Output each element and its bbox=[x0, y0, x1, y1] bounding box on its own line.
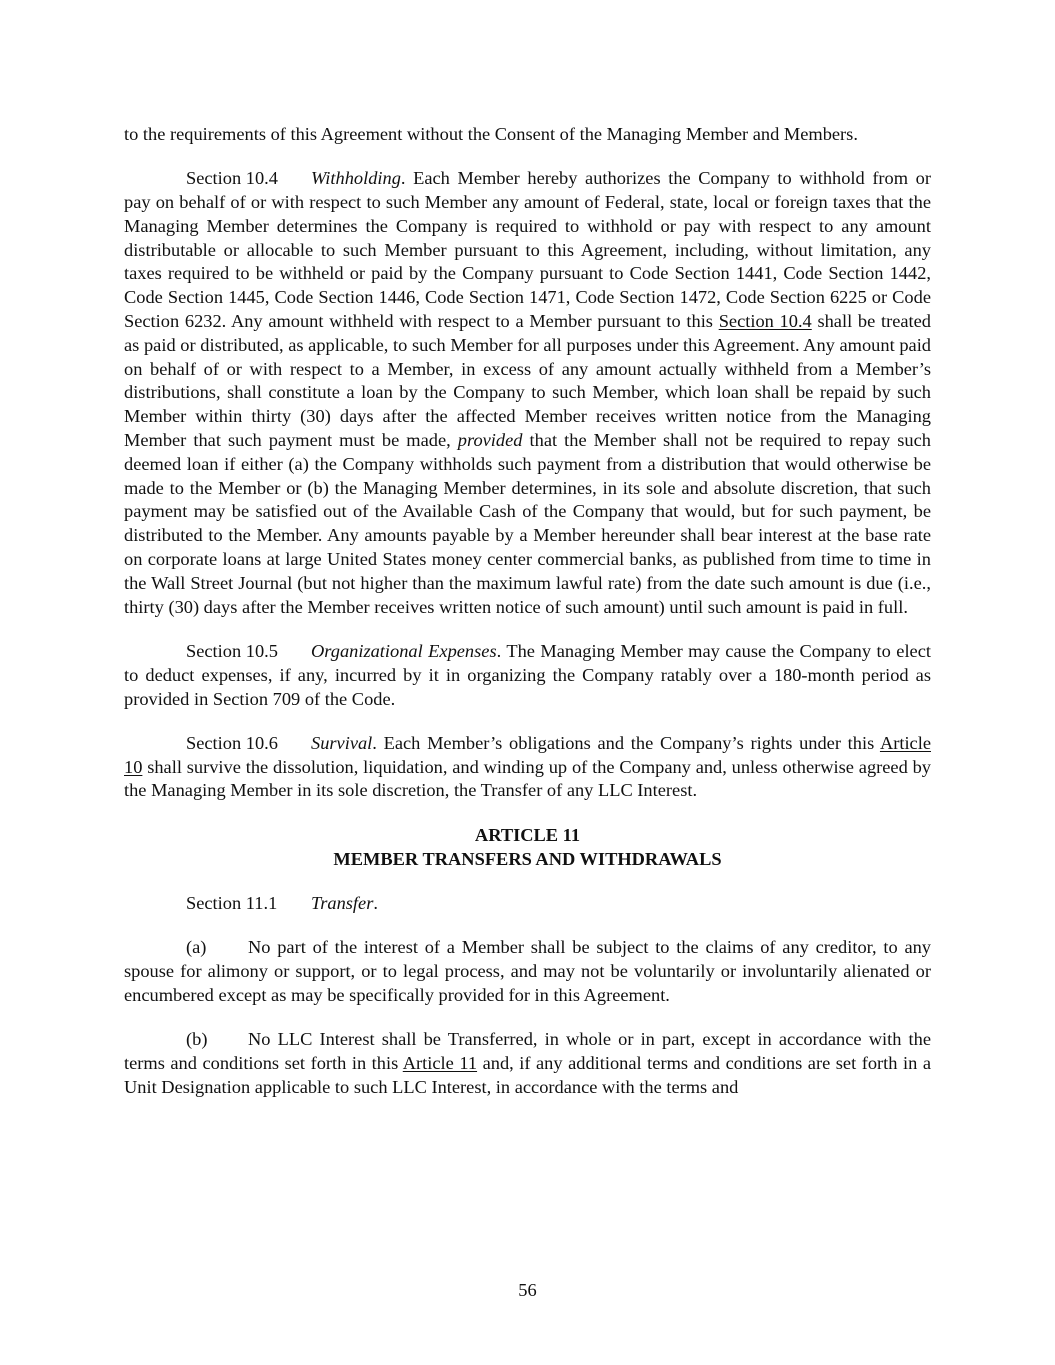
section-number: Section 10.6 bbox=[186, 732, 278, 753]
section-title: Withholding bbox=[311, 168, 401, 189]
section-11-1 bbox=[124, 892, 931, 916]
section-title-period: . bbox=[373, 892, 378, 913]
section-text: . Each Member’s obligations and the Company’s rights under this bbox=[372, 732, 880, 753]
paragraph-continuation bbox=[124, 123, 931, 147]
section-number: Section 10.5 bbox=[186, 640, 278, 661]
cross-reference-link[interactable]: Article 11 bbox=[402, 1052, 478, 1073]
section-number: Section 11.1 bbox=[186, 892, 278, 913]
section-10-5 bbox=[124, 640, 931, 711]
article-heading bbox=[124, 824, 931, 872]
subsection-11-1-a bbox=[124, 936, 931, 1007]
section-text: that the Member shall not be required to repay such deemed loan if either (a) the Company withholds such payment from a distribution that would otherwise be made to the Member or (b) the Managing Member determines, in its sole and absolute discretion, that such payment may be satisfied out of the Available Cash of the Company that would, but for such payment, be distributed to the Member. Any amounts payable by a Member hereunder shall bear interest at the base rate on corporate loans at large United States money center commercial banks, as published from time to time in the Wall Street Journal (but not higher than the maximum lawful rate) from the date such amount is due (i.e., thirty (30) days after the Member receives written notice of such amount) until such amount is paid in full. bbox=[124, 430, 931, 617]
section-title: Survival bbox=[311, 732, 373, 753]
emphasis-provided: provided bbox=[457, 430, 523, 451]
cross-reference-link[interactable]: Article 10 bbox=[124, 732, 931, 777]
subsection-label: (b) bbox=[186, 1029, 208, 1049]
continuation-text: to the requirements of this Agreement without the Consent of the Managing Member and Members. bbox=[124, 124, 858, 144]
section-text: . The Managing Member may cause the Company to elect to deduct expenses, if any, incurred by it in organizing the Company ratably over a 180-month period as provided in Section 709 of the Code. bbox=[124, 640, 931, 709]
section-text: shall survive the dissolution, liquidation, and winding up of the Company and, unless otherwise agreed by the Managing Member in its sole discretion, the Transfer of any LLC Interest. bbox=[124, 756, 931, 801]
cross-reference-link[interactable]: Section 10.4 bbox=[718, 311, 812, 332]
document-page bbox=[124, 123, 931, 1120]
section-10-6 bbox=[124, 732, 931, 803]
article-title: MEMBER TRANSFERS AND WITHDRAWALS bbox=[333, 848, 722, 869]
page-number: 56 bbox=[518, 1280, 537, 1300]
section-text: shall be treated as paid or distributed, as applicable, to such Member for all purposes under this Agreement. Any amount paid on behalf of or with respect to a Member, in excess of any amount actually withheld from a Member’s distributions, shall constitute a loan by the Company to such Member, which loan shall be repaid by such Member within thirty (30) days after the affected Member receives written notice from the Managing Member that such payment must be made, bbox=[124, 311, 931, 451]
section-text: . Each Member hereby authorizes the Company to withhold from or pay on behalf of or with respect to such Member any amount of Federal, state, local or foreign taxes that the Managing Member determines the Company is required to withhold or pay with respect to any amount distributable or allocable to such Member pursuant to this Agreement, including, without limitation, any taxes required to be withheld or paid by the Company pursuant to Code Section 1441, Code Section 1442, Code Section 1445, Code Section 1446, Code Section 1471, Code Section 1472, Code Section 6225 or Code Section 6232. Any amount withheld with respect to a Member pursuant to this bbox=[124, 168, 931, 332]
subsection-label: (a) bbox=[186, 937, 207, 958]
subsection-text: No LLC Interest shall be Transferred, in whole or in part, except in accordance with the terms and conditions set forth in this bbox=[124, 1029, 931, 1073]
subsection-text: No part of the interest of a Member shall be subject to the claims of any creditor, to any spouse for alimony or support, or to legal process, and may not be voluntarily or involuntarily alienated or encumbered except as may be specifically provided for in this Agreement. bbox=[124, 937, 931, 1005]
subsection-text: and, if any additional terms and conditions are set forth in a Unit Designation applicable to such LLC Interest, in accordance with the terms and bbox=[124, 1052, 931, 1097]
section-title: Organizational Expenses bbox=[311, 640, 497, 661]
article-number: ARTICLE 11 bbox=[474, 824, 581, 845]
section-title: Transfer bbox=[311, 892, 374, 913]
subsection-11-1-b bbox=[124, 1028, 931, 1099]
section-number: Section 10.4 bbox=[186, 168, 278, 189]
section-10-4 bbox=[124, 167, 931, 619]
